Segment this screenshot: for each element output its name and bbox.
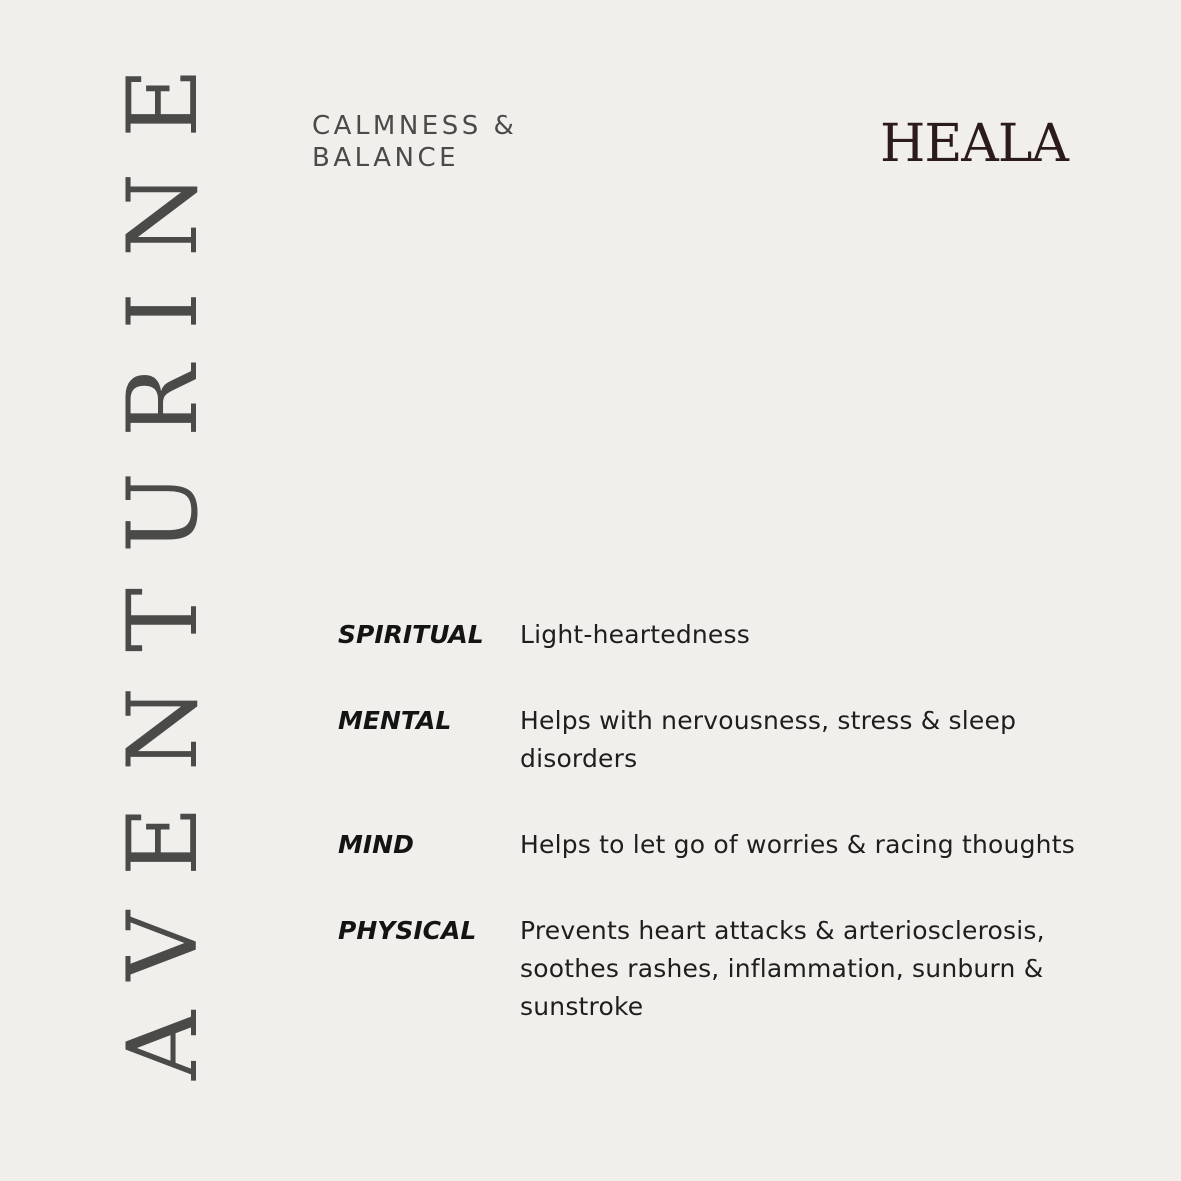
subtitle-line-1: CALMNESS & bbox=[312, 111, 518, 141]
property-row-physical bbox=[338, 912, 1078, 1026]
property-label: PHYSICAL bbox=[338, 916, 477, 945]
brand-logo: HEALA bbox=[880, 114, 1068, 174]
property-value: Light-heartedness bbox=[520, 620, 750, 649]
property-value: Helps to let go of worries & racing thoughts bbox=[520, 830, 1075, 859]
property-label: MENTAL bbox=[338, 706, 452, 735]
properties-list bbox=[338, 616, 1078, 1074]
stone-name-container bbox=[107, 32, 219, 1080]
property-value: Helps with nervousness, stress & sleep disorders bbox=[520, 706, 1017, 773]
property-row-spiritual bbox=[338, 616, 1078, 654]
property-row-mind bbox=[338, 826, 1078, 864]
property-row-mental bbox=[338, 702, 1078, 778]
property-label: SPIRITUAL bbox=[338, 620, 484, 649]
subtitle-line-2: BALANCE bbox=[312, 143, 460, 173]
stone-name-vertical-title: AVENTURINE bbox=[107, 32, 219, 1080]
property-label: MIND bbox=[338, 830, 414, 859]
subtitle bbox=[312, 110, 572, 174]
property-value: Prevents heart attacks & arteriosclerosis, soothes rashes, inflammation, sunburn & sunstroke bbox=[520, 916, 1045, 1021]
